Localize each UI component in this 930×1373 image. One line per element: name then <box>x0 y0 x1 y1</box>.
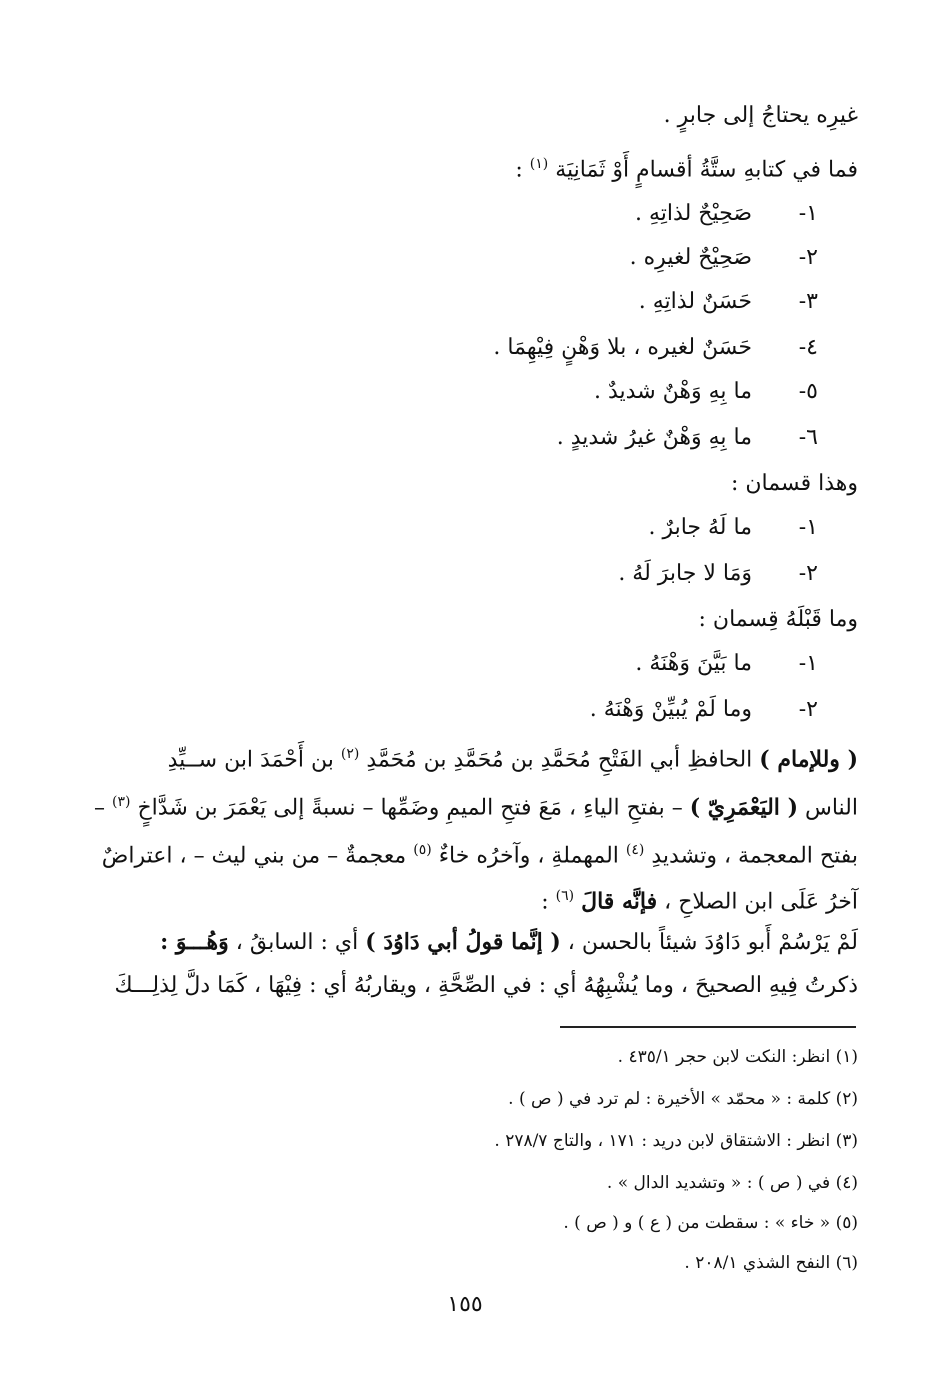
footnote-ref-3[interactable]: (٣) <box>112 794 131 810</box>
bold-term: ( اليَعْمَرِيّ ) <box>689 794 798 821</box>
list-item <box>618 554 818 594</box>
list-number: ٣- <box>798 289 818 314</box>
list-text: ما لَهُ جابرٌ . <box>648 515 752 540</box>
list-number: ٢- <box>798 697 818 722</box>
paragraph-text: ذكرتُ فِيهِ الصحيحَ ، وما يُشْبِهُهُ أي : في الصِّحَّةِ ، ويقاربُهُ أي : فِيْهَا ، كَمَا دلَّ لِذلِـــكَ <box>114 973 858 998</box>
list-item <box>630 238 818 278</box>
subheading-this-two <box>731 464 858 504</box>
footnote-6: (٦) النفح الشذي ٢٠٨/١ . <box>684 1253 858 1273</box>
paragraph-line <box>160 922 858 963</box>
paragraph-text: بفتح المعجمة ، وتشديدِ <box>651 843 858 869</box>
paragraph-line <box>94 782 858 828</box>
list-number: ٢- <box>798 245 818 270</box>
footnote-ref-6[interactable]: (٦) <box>555 888 575 904</box>
list-text: ما بِهِ وَهْنٌ شديدٌ . <box>594 379 752 404</box>
list-number: ١- <box>798 651 818 676</box>
paragraph-text: – بفتحِ الياءِ ، مَعَ فتحِ الميمِ وضَمِّها – نسبةً إلى يَعْمَرَ بن شَدَّاخٍ <box>137 795 683 821</box>
intro-line <box>664 96 858 136</box>
subheading-before-two <box>699 600 858 640</box>
list-number: ١- <box>798 201 818 226</box>
paragraph-line <box>102 830 858 876</box>
list-item <box>594 372 818 412</box>
list-text: وما لَمْ يُبيِّنْ وَهْنَهُ . <box>589 697 752 722</box>
footnote-4: (٤) في ( ص ) : « وتشديد الدال » . <box>606 1173 858 1193</box>
paragraph-text: : <box>541 889 549 915</box>
list-item <box>639 282 818 322</box>
paragraph-text: بن أَحْمَدَ ابن ســيِّدِ <box>167 747 334 773</box>
intro-text: غيرِه يحتاجُ إلى جابرٍ . <box>663 103 858 128</box>
list-text: ما بَيَّنَ وَهْنَهُ . <box>635 651 752 676</box>
sections-colon: : <box>515 157 523 183</box>
footnote-divider <box>560 1026 856 1028</box>
list-number: ٦- <box>798 425 818 450</box>
paragraph-line <box>115 966 858 1006</box>
paragraph-text: – <box>94 795 105 821</box>
sections-text: فما في كتابهِ ستَّةُ أقسامٍ أَوْ ثَمَانِيَة <box>555 157 858 183</box>
sections-line <box>515 144 858 190</box>
list-number: ٢- <box>798 561 818 586</box>
paragraph-text: الناس <box>804 795 858 821</box>
bold-term: ( وللإمام ) <box>759 746 858 773</box>
footnote-ref-5[interactable]: (٥) <box>413 842 432 858</box>
list-number: ٥- <box>798 379 818 404</box>
list-item <box>648 508 818 548</box>
footnote-ref-1[interactable]: (١) <box>529 156 549 172</box>
subheading-text: وما قَبْلَهُ قِسمان : <box>698 607 858 632</box>
list-number: ١- <box>798 515 818 540</box>
footnote-1: (١) انظر: النكت لابن حجر ٤٣٥/١ . <box>617 1047 858 1067</box>
paragraph-text: الحافظِ أبي الفَتْحِ مُحَمَّدِ بن مُحَمَّدِ بن مُحَمَّدِ <box>366 747 753 773</box>
paragraph-text: لَمْ يَرْسُمْ أَبو دَاوُدَ شيئاً بالحسن ، <box>567 930 858 955</box>
paragraph-text: أي : السابقُ ، <box>235 930 359 955</box>
paragraph-text: معجمةٌ – من بني ليث – ، اعتراضٌ <box>101 843 407 869</box>
paragraph-text: آخرُ عَلَى ابن الصلاحِ ، <box>664 889 858 915</box>
list-text: صَحِيْحٌ لغيرِه . <box>629 245 752 270</box>
paragraph-text: المهملةِ ، وآخرُه خاءٌ <box>438 843 619 869</box>
page-number: ١٥٥ <box>447 1292 483 1317</box>
list-item <box>635 644 818 684</box>
footnote-ref-2[interactable]: (٢) <box>340 746 360 762</box>
bold-term: ( إنَّما قولُ أبي دَاوُدَ ) <box>365 929 561 955</box>
paragraph-line <box>541 876 858 922</box>
list-item <box>635 194 818 234</box>
list-text: حَسَنٌ لذاتِهِ . <box>638 289 752 314</box>
footnote-2: (٢) كلمة : « محمّد » الأخيرة : لم ترد في ( ص ) . <box>508 1089 858 1109</box>
list-text: صَحِيْحٌ لذاتِهِ . <box>635 201 752 226</box>
list-item <box>493 328 818 368</box>
list-item <box>557 418 818 458</box>
list-number: ٤- <box>798 335 818 360</box>
list-item <box>590 690 818 730</box>
list-text: ما بِهِ وَهْنٌ غيرُ شديدٍ . <box>556 425 752 450</box>
subheading-text: وهذا قسمان : <box>730 471 858 496</box>
list-text: وَمَا لا جابرَ لَهُ . <box>618 561 752 586</box>
list-text: حَسَنٌ لغيره ، بلا وَهْنٍ فِيْهِمَا . <box>493 335 752 360</box>
bold-term: فإنَّه قالَ <box>581 888 658 915</box>
footnote-ref-4[interactable]: (٤) <box>625 842 645 858</box>
footnote-3: (٣) انظر : الاشتقاق لابن دريد : ١٧١ ، والتاج ٢٧٨/٧ . <box>494 1131 858 1151</box>
paragraph-line <box>82 734 858 780</box>
bold-term: وَهُـــوَ : <box>160 929 229 955</box>
footnote-5: (٥) « خاء » : سقطت من ( ع ) و ( ص ) . <box>563 1213 858 1233</box>
